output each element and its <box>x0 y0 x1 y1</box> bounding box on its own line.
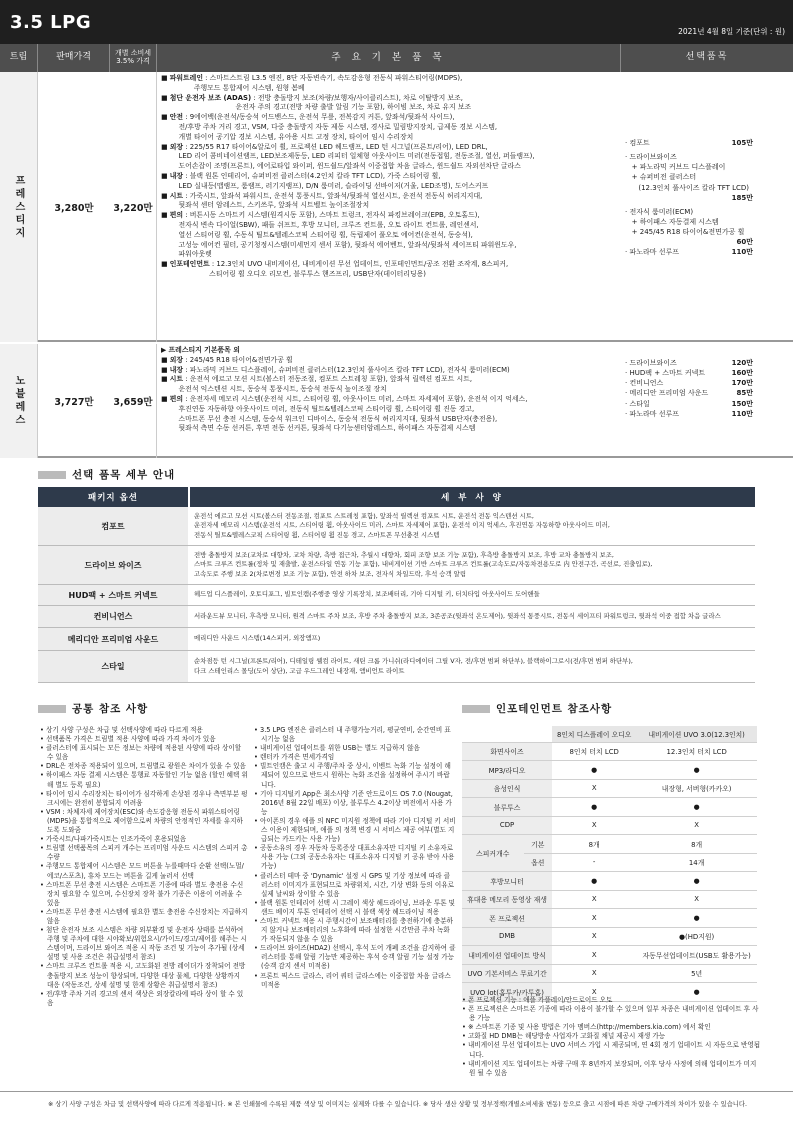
feature-line <box>161 241 619 251</box>
feature-marker: ■ <box>161 191 170 200</box>
note-item: • 공동소유의 경우 자동차 등록증상 대표소유자만 디지털 키 소유자로 사용 가능 (그외 공동소유자는 대표소유자 디지털 키 공유 받아 사용 가능) <box>254 844 456 871</box>
info-row <box>462 779 757 798</box>
info-value-a: 8개 <box>552 835 636 854</box>
option-name: · 스타일 <box>625 399 650 408</box>
feature-text: 후진연동 자동하향 아웃사이드 미러, 전동식 틸트&텔레스코픽 스티어링 휠, 스티어링 휠 진동 경고, <box>161 404 475 413</box>
info-row <box>462 872 757 891</box>
feature-marker: ■ <box>161 142 170 151</box>
note-item: • 내비게이션 업데이트를 위한 USB는 별도 지급하지 않음 <box>254 744 456 753</box>
feature-text: : 운전석 에르고 모션 시트(볼스터 전동조절, 컴포트 스트레칭 포함), 앞좌석 릴렉션 컴포트 시트, <box>183 375 473 384</box>
feature-text: 파워아웃렛 <box>161 250 212 259</box>
col-trim-header: 트림 <box>0 44 38 72</box>
detail-row <box>38 585 755 606</box>
option-item <box>625 378 753 388</box>
info-value-a: X <box>552 890 636 909</box>
feature-text: 주행모드 통합제어 시스템, 원형 봄베 <box>161 83 305 92</box>
feature-text: 뒷좌석 센터 암레스트, 스키쓰루, 앞좌석 시트벨트 높이조절장치 <box>161 201 370 210</box>
note-item: • 드라이브 와이즈(HDA2) 선택시, 후석 도어 개폐 조건을 감지하여 클러스터를 통해 알림 기능만 제공하는 후석 승객 알림 기능 설정 가능 (승객 감지 센서 미적용) <box>254 944 456 971</box>
option-price: 185만 <box>731 193 753 202</box>
package-name: 스타일 <box>38 651 188 682</box>
spec-line: 서라운드뷰 모니터, 후측방 모니터, 원격 스마트 주차 보조, 후방 주차 충돌방지 보조, 3존공조(뒷좌석 온도제어), 뒷좌석 통풍시트, 전동식 세이프티 파워트렁크, 뒷좌석 이중 접합 차음 글라스 <box>194 611 721 620</box>
option-name: + 파노라믹 커브드 디스플레이 <box>625 163 726 172</box>
feature-text: 뒷좌석 측면 수동 선커튼, 후면 전동 선커튼, 뒷좌석 다기능센터암레스트, 하이패스 자동결제 시스템 <box>161 424 476 433</box>
feature-line <box>161 385 619 395</box>
info-label: UVO 기본서비스 무료기간 <box>462 964 552 983</box>
feature-list-prestige <box>161 74 619 280</box>
infotainment-table <box>462 726 757 1002</box>
feature-marker: ■ <box>161 113 170 122</box>
option-item <box>625 247 753 257</box>
option-list-prestige <box>625 138 753 258</box>
feature-text: : 스마트스트림 L3.5 엔진, 8단 자동변속기, 속도감응형 전동식 파워스티어링(MDPS), <box>202 74 463 82</box>
option-name: · 드라이브와이즈 <box>625 359 677 367</box>
spec-line: 운전석 에르고 모션 시트(볼스터 전동조절, 컴포트 스트레칭 포함), 앞좌석 릴렉션 컴포트 시트, 운전석 전동 익스텐션 시트, <box>194 512 534 521</box>
option-item <box>625 399 753 409</box>
option-price: 60만 <box>736 238 753 247</box>
feature-text: : 245/45 R18 타이어&전면가공 휠 <box>183 355 293 364</box>
note-item: • 3.5 LPG 엔진은 클러스터 내 주행가능거리, 평균연비, 순간연비 표시기능 없음 <box>254 726 456 744</box>
feature-category: 프레스티지 기본품목 외 <box>168 346 240 354</box>
feature-line <box>161 366 619 376</box>
option-item <box>625 172 753 182</box>
infotainment-notes <box>462 996 762 1078</box>
info-row <box>462 761 757 780</box>
option-name: · 파노라마 선루프 <box>625 409 680 418</box>
feature-text: : 225/55 R17 타이어&알로이 휠, 프로젝션 LED 헤드램프, LED 턴 시그널(프론트/리어), LED DRL, <box>183 142 488 151</box>
feature-line <box>161 260 619 270</box>
infotainment-section-title: 인포테인먼트 참조사항 <box>496 703 613 715</box>
option-price: 110만 <box>731 409 753 418</box>
info-label: 블루투스 <box>462 798 552 817</box>
info-sublabel: 옵션 <box>524 853 553 872</box>
note-item: • 클러스터 테마 중 'Dynamic' 설정 시 GPS 및 기상 정보에 따라 클러스터 이미지가 표현되므로 차량위치, 시간, 기상 변화 등의 이유로 실제 날씨와 상이할 수 있음 <box>254 872 456 899</box>
feature-marker: ■ <box>161 171 170 180</box>
option-name: + 245/45 R18 타이어&전면가공 휠 <box>625 228 745 237</box>
info-value-b: ● <box>636 872 757 891</box>
feature-text: 스마트폰 무선 충전 시스템, 동승석 워크인 디바이스, 동승석 전동식 허리지지대, 뒷좌석 USB단자(충전용), <box>161 414 498 423</box>
info-value-b: ● <box>636 761 757 780</box>
feature-marker: ■ <box>161 365 170 374</box>
note-item: • DRL은 전차종 적용되어 있으며, 트림별로 광원은 차이가 있을 수 있음 <box>40 762 248 771</box>
feature-line <box>161 172 619 182</box>
package-name: HUD팩 + 스마트 커넥트 <box>38 585 188 605</box>
option-item <box>625 152 753 162</box>
option-name: (12.3인치 풀사이즈 칼라 TFT LCD) <box>625 183 750 192</box>
feature-category: 파워트레인 <box>169 74 203 82</box>
note-item: • 클러스터에 표시되는 모든 정보는 차량에 적용된 사양에 따라 상이할 수 있음 <box>40 744 248 762</box>
spec-line: 순차점등 턴 시그널(프론트/리어), 디테일링 웰컴 라이트, 새틴 크롬 가니쉬(라디에이터 그릴 V자, 전/후면 범퍼 하단부), 블랙하이그로시(전/후면 범퍼 하단부), <box>194 657 633 666</box>
info-value-a: X <box>552 946 636 965</box>
info-value-a: ● <box>552 761 636 780</box>
feature-line <box>161 231 619 241</box>
option-price: 105만 <box>731 139 753 147</box>
feature-line <box>161 201 619 211</box>
info-note: • 내비게이션 무선 업데이트는 UVO 서비스 가입 시 제공되며, 연 4회 정기 업데이트 시 자동으로 반영됩니다. <box>462 1041 762 1059</box>
info-label: 화면사이즈 <box>462 742 552 761</box>
common-notes-col2 <box>254 726 456 990</box>
note-item: • 스마트 커넥트 적용 시 주행시간이 보조배터리를 충전하기에 충분하지 않거나 보조배터리의 노후화에 따라 설정한 시간만큼 주차 녹화가 작동되지 않을 수 있음 <box>254 917 456 944</box>
package-name: 드라이브 와이즈 <box>38 546 188 584</box>
info-value-a: X <box>552 779 636 798</box>
info-label: 스피커개수 <box>462 835 524 872</box>
info-row <box>462 946 757 965</box>
note-item: • 가죽시트/나파가죽시트는 인조가죽이 혼용되었음 <box>40 835 248 844</box>
package-spec <box>194 606 751 627</box>
feature-line <box>161 395 619 405</box>
trim-name: 프레스티지 <box>0 72 38 342</box>
detail-row <box>38 507 755 546</box>
option-price: 120만 <box>731 359 753 367</box>
feature-text: : 버튼시동 스마트키 시스템(원격시동 포함), 스마트 트렁크, 전자식 파킹브레이크(EPB, 오토홀드), <box>183 211 480 220</box>
note-item: • VSM : 차체자세 제어장치(ESC)와 속도감응형 전동식 파워스티어링(MDPS)을 통합적으로 제어함으로써 차량의 안정적인 자세를 유지하도록 도와줌 <box>40 808 248 835</box>
note-item: • 선택품목 가격은 트림별 적용 사양에 따라 가격 차이가 있음 <box>40 735 248 744</box>
feature-text: 도어손잡이 조명(프론트), 에어로타입 와이퍼, 윈드쉴드/앞좌석 이중접합 차음 글라스, 윈드쉴드 자외선차단 글라스 <box>161 162 521 171</box>
detail-section-title: 선택 품목 세부 안내 <box>72 469 176 481</box>
infotainment-section-heading <box>462 701 612 716</box>
note-item: • 프론트 픽스드 글라스, 리어 쿼터 글라스에는 이중접합 차음 글라스 미적용 <box>254 972 456 990</box>
trim-tax-price: 3,220만 <box>110 72 157 342</box>
col-features-header: 주 요 기 본 품 목 <box>157 44 621 72</box>
option-price: 110만 <box>731 248 753 257</box>
feature-line <box>161 221 619 231</box>
note-item: • 첨단 운전자 보조 시스템은 차량 외부환경 및 운전자 상태를 분석하여 주행 및 주차에 대한 시야확보/위험요시/가이드/경고/제어를 해주는 시스템이며, 드라이브 와이즈 적용 시 작동 조건 및 기능이 추가될 (상세 설명 및 사용 조건은 취급설명서 참조) <box>40 926 248 962</box>
feature-category: 시트 <box>169 191 184 200</box>
price-date: 2021년 4월 8일 기준(단위 : 원) <box>678 27 785 36</box>
info-label: CDP <box>462 816 552 835</box>
footer-note: ※ 상기 사양 구성은 차급 및 선택사양에 따라 다르게 적용됩니다. ※ 본 인쇄물에 수록된 제품 색상 및 이미지는 실제와 다를 수 있습니다. ※ 당사 생산 상황 및 정부정책(개별소비세율 변동) 등으로 출고 시점에 따른 차량 구매가격의 차이가 있을 수 있습니다. <box>48 1101 747 1108</box>
info-label: MP3/라디오 <box>462 761 552 780</box>
note-item: • 전/후방 주차 거리 경고의 센서 색상은 외장칼라에 따라 상이 할 수 있음 <box>40 990 248 1008</box>
feature-marker: ■ <box>161 355 170 364</box>
option-item <box>625 368 753 378</box>
info-label: DMB <box>462 927 552 946</box>
feature-text: : 전방 충돌방지 보조(차량/보행자/사이클리스트), 차로 이탈방지 보조, <box>251 93 463 102</box>
info-row <box>462 742 757 761</box>
option-name: · 컴포트 <box>625 139 650 147</box>
feature-category: 내장 <box>169 365 184 374</box>
feature-text: 스티어링 휠 오디오 리모컨, 블루투스 핸즈프리, USB단자(데이터리딩용) <box>161 269 426 278</box>
feature-category: 내장 <box>169 171 184 180</box>
info-value-b: 자동무선업데이트(USB도 활용가능) <box>636 946 757 965</box>
feature-marker: ■ <box>161 211 170 220</box>
option-name: · 메리디안 프리미엄 사운드 <box>625 389 709 398</box>
trim-price: 3,727만 <box>54 397 94 408</box>
spec-line: 운전자세 메모리 시스템(운전석 시트, 스티어링 휠, 아웃사이드 미러, 스마트 자세제어 포함), 운전석 이지 억세스, 후진연동 자동하향 아웃사이드 미러, <box>194 521 610 530</box>
trim-price: 3,280만 <box>54 203 94 214</box>
info-note: • ※ 스마트폰 기종 및 사용 방법은 기아 멤버스(http://members.kia.com) 에서 확인 <box>462 1023 762 1032</box>
option-name: · 컨비니언스 <box>625 379 664 388</box>
footer-divider <box>0 1091 793 1092</box>
info-row <box>462 890 757 909</box>
feature-line <box>161 192 619 202</box>
feature-text: 개별 타이어 공기압 경보 시스템, 유아용 시트 고정 장치, 타이어 임시 수리장치 <box>161 132 414 141</box>
spec-line: 다크 스테인리스 몰딩(도어 상단), 고급 우드그레인 내장재, 앰비언트 라이트 <box>194 666 405 675</box>
info-value-b: X <box>636 816 757 835</box>
detail-row <box>38 651 755 683</box>
option-name: + 슈퍼비전 클러스터 <box>625 173 697 182</box>
package-spec <box>194 507 751 545</box>
info-value-a: X <box>552 816 636 835</box>
note-item: • 스마트 크루즈 컨트롤 적용 시, 고도화된 전방 레이더가 장착되어 전방 충돌방지 보조 성능이 향상되며, 다양한 대상 물체, 다양한 상황까지 대응 (작동조건, 상세 설명 및 한계 상황은 취급설명서 참조) <box>40 962 248 989</box>
col-tax-header: 개별 소비세 3.5% 가격 <box>110 44 157 72</box>
info-note: • 고화질 HD DMB는 해당방송 사업자가 고화질 채널 제공시 재생 가능 <box>462 1032 762 1041</box>
option-item <box>625 193 753 203</box>
info-row <box>462 835 757 854</box>
info-value-b: ● <box>636 983 757 1002</box>
option-name: · 드라이브와이즈 <box>625 153 677 162</box>
heading-bar <box>462 705 490 713</box>
feature-line <box>161 415 619 425</box>
option-price: 160만 <box>731 369 753 378</box>
option-item <box>625 138 753 148</box>
info-value-b: 내장형, 서버형(카카오) <box>636 779 757 798</box>
feature-text: 운전석 익스텐션 시트, 동승석 통풍시트, 동승석 전동식 높이조절 장치 <box>161 385 387 394</box>
info-row <box>462 816 757 835</box>
info-value-a: X <box>552 909 636 928</box>
detail-head-spec: 세 부 사 양 <box>190 487 755 507</box>
common-notes-col1 <box>40 726 248 1008</box>
option-list-noblesse <box>625 358 753 419</box>
option-item <box>625 409 753 419</box>
package-spec <box>194 585 751 605</box>
package-name: 메리디안 프리미엄 사운드 <box>38 628 188 650</box>
info-label: 내비게이션 업데이트 방식 <box>462 946 552 965</box>
spec-line: 고속도로 주행 보조 2(차로변경 보조 기능 포함), 안전 하차 보조, 전자식 차일드락, 후석 승객 알림 <box>194 569 466 578</box>
option-name: · HUD팩 + 스마트 커넥트 <box>625 369 706 378</box>
feature-line <box>161 346 619 356</box>
common-section-title: 공통 참조 사항 <box>72 703 149 715</box>
spec-line: 헤드업 디스플레이, 오토디포그, 빌트인캠(주행중 영상 기록장치, 보조배터리, 기아 디지털 키, 터치타입 아웃사이드 도어핸들 <box>194 590 540 599</box>
feature-category: 외장 <box>169 355 184 364</box>
feature-text: 전/후방 주차 거리 경고, VSM, 다중 충돌방지 자동 제동 시스템, 경사로 밀림방지장치, 급제동 경보 시스템, <box>161 122 498 131</box>
spec-line: 스마트 크루즈 컨트롤(정차 및 재출발, 운전스타일 연동 기능 포함), 내비게이션 기반 스마트 크루즈 컨트롤(고속도로/자동차전용도로 内 안전구간, 곡선로, 진출입로), <box>194 560 653 569</box>
info-value-a: ● <box>552 798 636 817</box>
option-item <box>625 227 753 237</box>
feature-text: 고성능 에어컨 필터, 공기청정시스템(미세먼지 센서 포함), 뒷좌석 에어벤트, 앞좌석/뒷좌석 세이프티 파워윈도우, <box>161 240 517 249</box>
feature-line <box>161 103 619 113</box>
feature-category: 첨단 운전자 보조 (ADAS) <box>169 93 252 102</box>
package-spec <box>194 628 751 650</box>
note-item: • 빌트인캠은 출고 시 주행/주차 중 상시, 이벤트 녹화 기능 설정이 해제되어 있으므로 반드시 원하는 녹화 조건을 설정하여 주시기 바랍니다. <box>254 762 456 789</box>
info-value-a: 8인치 터치 LCD <box>552 742 636 761</box>
trim-name: 노블레스 <box>0 344 38 458</box>
note-item: • 기아 디지털키 App은 최소사양 기준 안드로이드 OS 7.0 (Nougat, 2016년 8월 22일 배포) 이상, 블루투스 4.2이상 버전에서 사용 가능 <box>254 790 456 817</box>
info-value-b: ● <box>636 909 757 928</box>
option-item <box>625 358 753 368</box>
spec-line: 전방 충돌방지 보조(교차로 대향차, 교차 차량, 측방 접근차, 추월시 대향차, 회피 조향 보조 기능 포함), 후측방 충돌방지 보조, 후방 교차 충돌방지 보조, <box>194 551 614 560</box>
info-row <box>462 964 757 983</box>
note-item: • 스마트폰 무선 충전 시스템은 스마트폰 기종에 따라 별도 충전용 수신장치 필요할 수 있으며, 수신장치 장착 불가 기종은 이용이 어려울 수 있음 <box>40 881 248 908</box>
info-row <box>462 927 757 946</box>
feature-marker: ■ <box>161 260 170 269</box>
feature-text: : 블랙 원톤 인테리어, 슈퍼비전 클러스터(4.2인치 칼라 TFT LCD), 가죽 스티어링 휠, <box>183 171 441 180</box>
info-value-a: ● <box>552 872 636 891</box>
info-value-b: ●(HD지원) <box>636 927 757 946</box>
feature-text: 전자식 변속 다이얼(SBW), 패들 쉬프트, 후방 모니터, 크루즈 컨트롤, 오토 라이트 컨트롤, 레인센서, <box>161 220 479 229</box>
feature-text: : 9에어백(운전석/동승석 어드밴스드, 운전석 무릎, 전복감지 커튼, 앞좌석/뒷좌석 사이드), <box>183 113 455 122</box>
feature-line <box>161 182 619 192</box>
heading-bar <box>38 471 66 479</box>
detail-row <box>38 628 755 651</box>
feature-line <box>161 123 619 133</box>
spec-line: 전동식 틸트&텔레스코픽 스티어링 휠, 스티어링 휠 진동 경고, 스마트폰 무선충전 시스템 <box>194 530 440 539</box>
info-value-a: - <box>552 853 636 872</box>
option-name: · 전자식 룸미러(ECM) <box>625 207 694 216</box>
feature-line <box>161 375 619 385</box>
info-value-b: 12.3인치 터치 LCD <box>636 742 757 761</box>
page-title: 3.5 LPG <box>10 12 92 33</box>
feature-category: 인포테인먼트 <box>169 260 210 269</box>
feature-line <box>161 94 619 104</box>
feature-marker: ■ <box>161 375 170 384</box>
info-note: • 폰 프로젝션은 스마트폰 기종에 따라 이용이 불가할 수 있으며 일부 차종은 내비게이션 업데이트 후 사용 가능 <box>462 1005 762 1023</box>
col-price-header: 판매가격 <box>38 44 110 72</box>
note-item: • 타이어 임시 수리장치는 타이어가 심각하게 손상된 경우나 측면부분 펑크시에는 완전히 봉합되지 어려움 <box>40 790 248 808</box>
info-row <box>462 909 757 928</box>
option-name: · 파노라마 선루프 <box>625 248 680 257</box>
info-value-b: ● <box>636 798 757 817</box>
info-label: 후방모니터 <box>462 872 552 891</box>
info-value-b: X <box>636 890 757 909</box>
package-spec <box>194 651 751 682</box>
feature-text: : 운전자세 메모리 시스템(운전석 시트, 스티어링 휠, 아웃사이드 미러, 스마트 자세제어 포함), 운전석 이지 억세스, <box>183 394 528 403</box>
feature-text: : 파노라믹 커브드 디스플레이, 슈퍼비전 클러스터(12.3인치 풀사이즈 칼라 TFT LCD), 전자식 룸미러(ECM) <box>183 365 510 374</box>
info-value-b: 8개 <box>636 835 757 854</box>
feature-marker: ■ <box>161 74 170 82</box>
option-item <box>625 217 753 227</box>
info-sublabel: 기본 <box>524 835 553 854</box>
feature-list-noblesse <box>161 346 619 434</box>
info-row <box>462 798 757 817</box>
note-item: • 스마트폰 무선 충전 시스템에 필요한 별도 충전용 수신장치는 지급하지 않음 <box>40 908 248 926</box>
info-note: • 폰 프로젝션 기능 : 애플 카플레이/안드로이드 오토 <box>462 996 762 1005</box>
note-item: • 트림별 선택품목의 스피커 개수는 프리미엄 사운드 시스템의 스피커 총 수량 <box>40 844 248 862</box>
note-item: • 하이패스 자동 결제 시스템은 통행료 자동할인 기능 없음 (할인 혜택 위해 별도 등록 필요) <box>40 771 248 789</box>
feature-marker: ■ <box>161 394 170 403</box>
feature-line <box>161 162 619 172</box>
info-value-a: X <box>552 927 636 946</box>
note-item: • 상기 사양 구성은 차급 및 선택사양에 따라 다르게 적용 <box>40 726 248 735</box>
detail-row <box>38 606 755 628</box>
detail-section-heading <box>38 467 175 482</box>
feature-line <box>161 405 619 415</box>
option-price: 85만 <box>736 389 753 398</box>
info-value-b: 5년 <box>636 964 757 983</box>
feature-text: : 가죽시트, 앞좌석 파워시트, 운전석 통풍시트, 앞좌석/뒷좌석 열선시트, 운전석 전동식 허리지지대, <box>183 191 483 200</box>
info-label: 음성인식 <box>462 779 552 798</box>
info-label: 폰 프로젝션 <box>462 909 552 928</box>
package-spec <box>194 546 751 584</box>
package-name: 컴포트 <box>38 507 188 545</box>
option-item <box>625 388 753 398</box>
feature-text: LED 리어 콤비네이션램프, LED보조제동등, LED 리피터 일체형 아웃사이드 미러(전동접힘, 전동조절, 열선, 퍼들램프), <box>161 152 535 161</box>
info-col-a: 8인치 디스플레이 오디오 <box>552 726 636 742</box>
note-item: • 아이폰의 경우 애플 의 NFC 미지원 정책에 따라 기아 디지털 키 서비스 이용이 제한되며, 애플 의 정책 변경 시 서비스 제공 여부(별도 지급되는 카드키는 사용 가능) <box>254 817 456 844</box>
info-note: • 내비게이션 지도 업데이트는 차량 구매 후 8년까지 보장되며, 이후 당사 사정에 의해 업데이트가 미지원 될 수 있음 <box>462 1060 762 1078</box>
feature-line <box>161 113 619 123</box>
info-label: 휴대용 메모리 동영상 재생 <box>462 890 552 909</box>
info-value-a: X <box>552 964 636 983</box>
detail-row <box>38 546 755 585</box>
detail-head-package: 패키지 옵션 <box>38 487 188 507</box>
feature-category: 외장 <box>169 142 184 151</box>
feature-line <box>161 424 619 434</box>
feature-text: : 12.3인치 UVO 내비게이션, 내비게이션 무선 업데이트, 인포테인먼트/공조 전환 조작계, 8스피커, <box>209 260 509 269</box>
feature-category: 시트 <box>169 375 184 384</box>
feature-line <box>161 143 619 153</box>
note-item: • 주행모드 통합제어 시스템은 모드 버튼을 누를때마다 순환 선택(노멀/에코/스포츠), 휴차 모드는 버튼을 길게 눌러서 선택 <box>40 862 248 880</box>
note-item: • 블랙 원톤 인테리어 선택 시 그레이 색상 헤드라이닝, 브라운 투톤 및 샌드 베이지 투톤 인테리어 선택 시 블랙 색상 헤드라이닝 적용 <box>254 899 456 917</box>
feature-line <box>161 356 619 366</box>
info-value-b: 14개 <box>636 853 757 872</box>
feature-line <box>161 270 619 280</box>
feature-text: LED 실내등(맵램프, 룸램프, 러기지램프), D/N 룸미러, 슬라이딩 선바이저(거울, LED조명), 도어스커프 <box>161 181 489 190</box>
feature-category: 편의 <box>169 211 184 220</box>
feature-line <box>161 211 619 221</box>
info-label: UVO lot(홈투카/카투홈) <box>462 983 552 1002</box>
option-item <box>625 237 753 247</box>
option-item <box>625 183 753 193</box>
feature-marker: ▶ <box>161 346 169 354</box>
feature-text: 열선 스티어링 휠, 수동식 틸트&텔레스코픽 스티어링 휠, 독립제어 풀오토 에어컨(운전석, 동승석), <box>161 230 473 239</box>
top-header <box>0 0 793 44</box>
heading-bar <box>38 705 66 713</box>
info-col-b: 내비게이션 UVO 3.0(12.3인치) <box>636 726 757 742</box>
col-options-header: 선택품목 <box>621 44 793 72</box>
info-value-a: X <box>552 983 636 1002</box>
option-price: 170만 <box>731 379 753 388</box>
feature-marker: ■ <box>161 93 170 102</box>
feature-line <box>161 133 619 143</box>
package-name: 컨비니언스 <box>38 606 188 627</box>
feature-line <box>161 84 619 94</box>
option-item <box>625 207 753 217</box>
feature-category: 편의 <box>169 394 184 403</box>
feature-text: 운전자 주의 경고(전방 차량 출발 알림 기능 포함), 하이빔 보조, 차로 유지 보조 <box>161 103 472 112</box>
feature-category: 안전 <box>169 113 184 122</box>
feature-line <box>161 152 619 162</box>
trim-tax-price: 3,659만 <box>110 344 157 458</box>
option-name: + 하이패스 자동결제 시스템 <box>625 217 719 226</box>
feature-line <box>161 74 619 84</box>
option-item <box>625 162 753 172</box>
option-price: 150만 <box>731 399 753 408</box>
spec-line: 메리디안 사운드 시스템(14스피커, 외장앰프) <box>194 634 321 643</box>
common-section-heading <box>38 701 148 716</box>
note-item: • 렌터카 가격은 면세가격임 <box>254 753 456 762</box>
feature-line <box>161 250 619 260</box>
